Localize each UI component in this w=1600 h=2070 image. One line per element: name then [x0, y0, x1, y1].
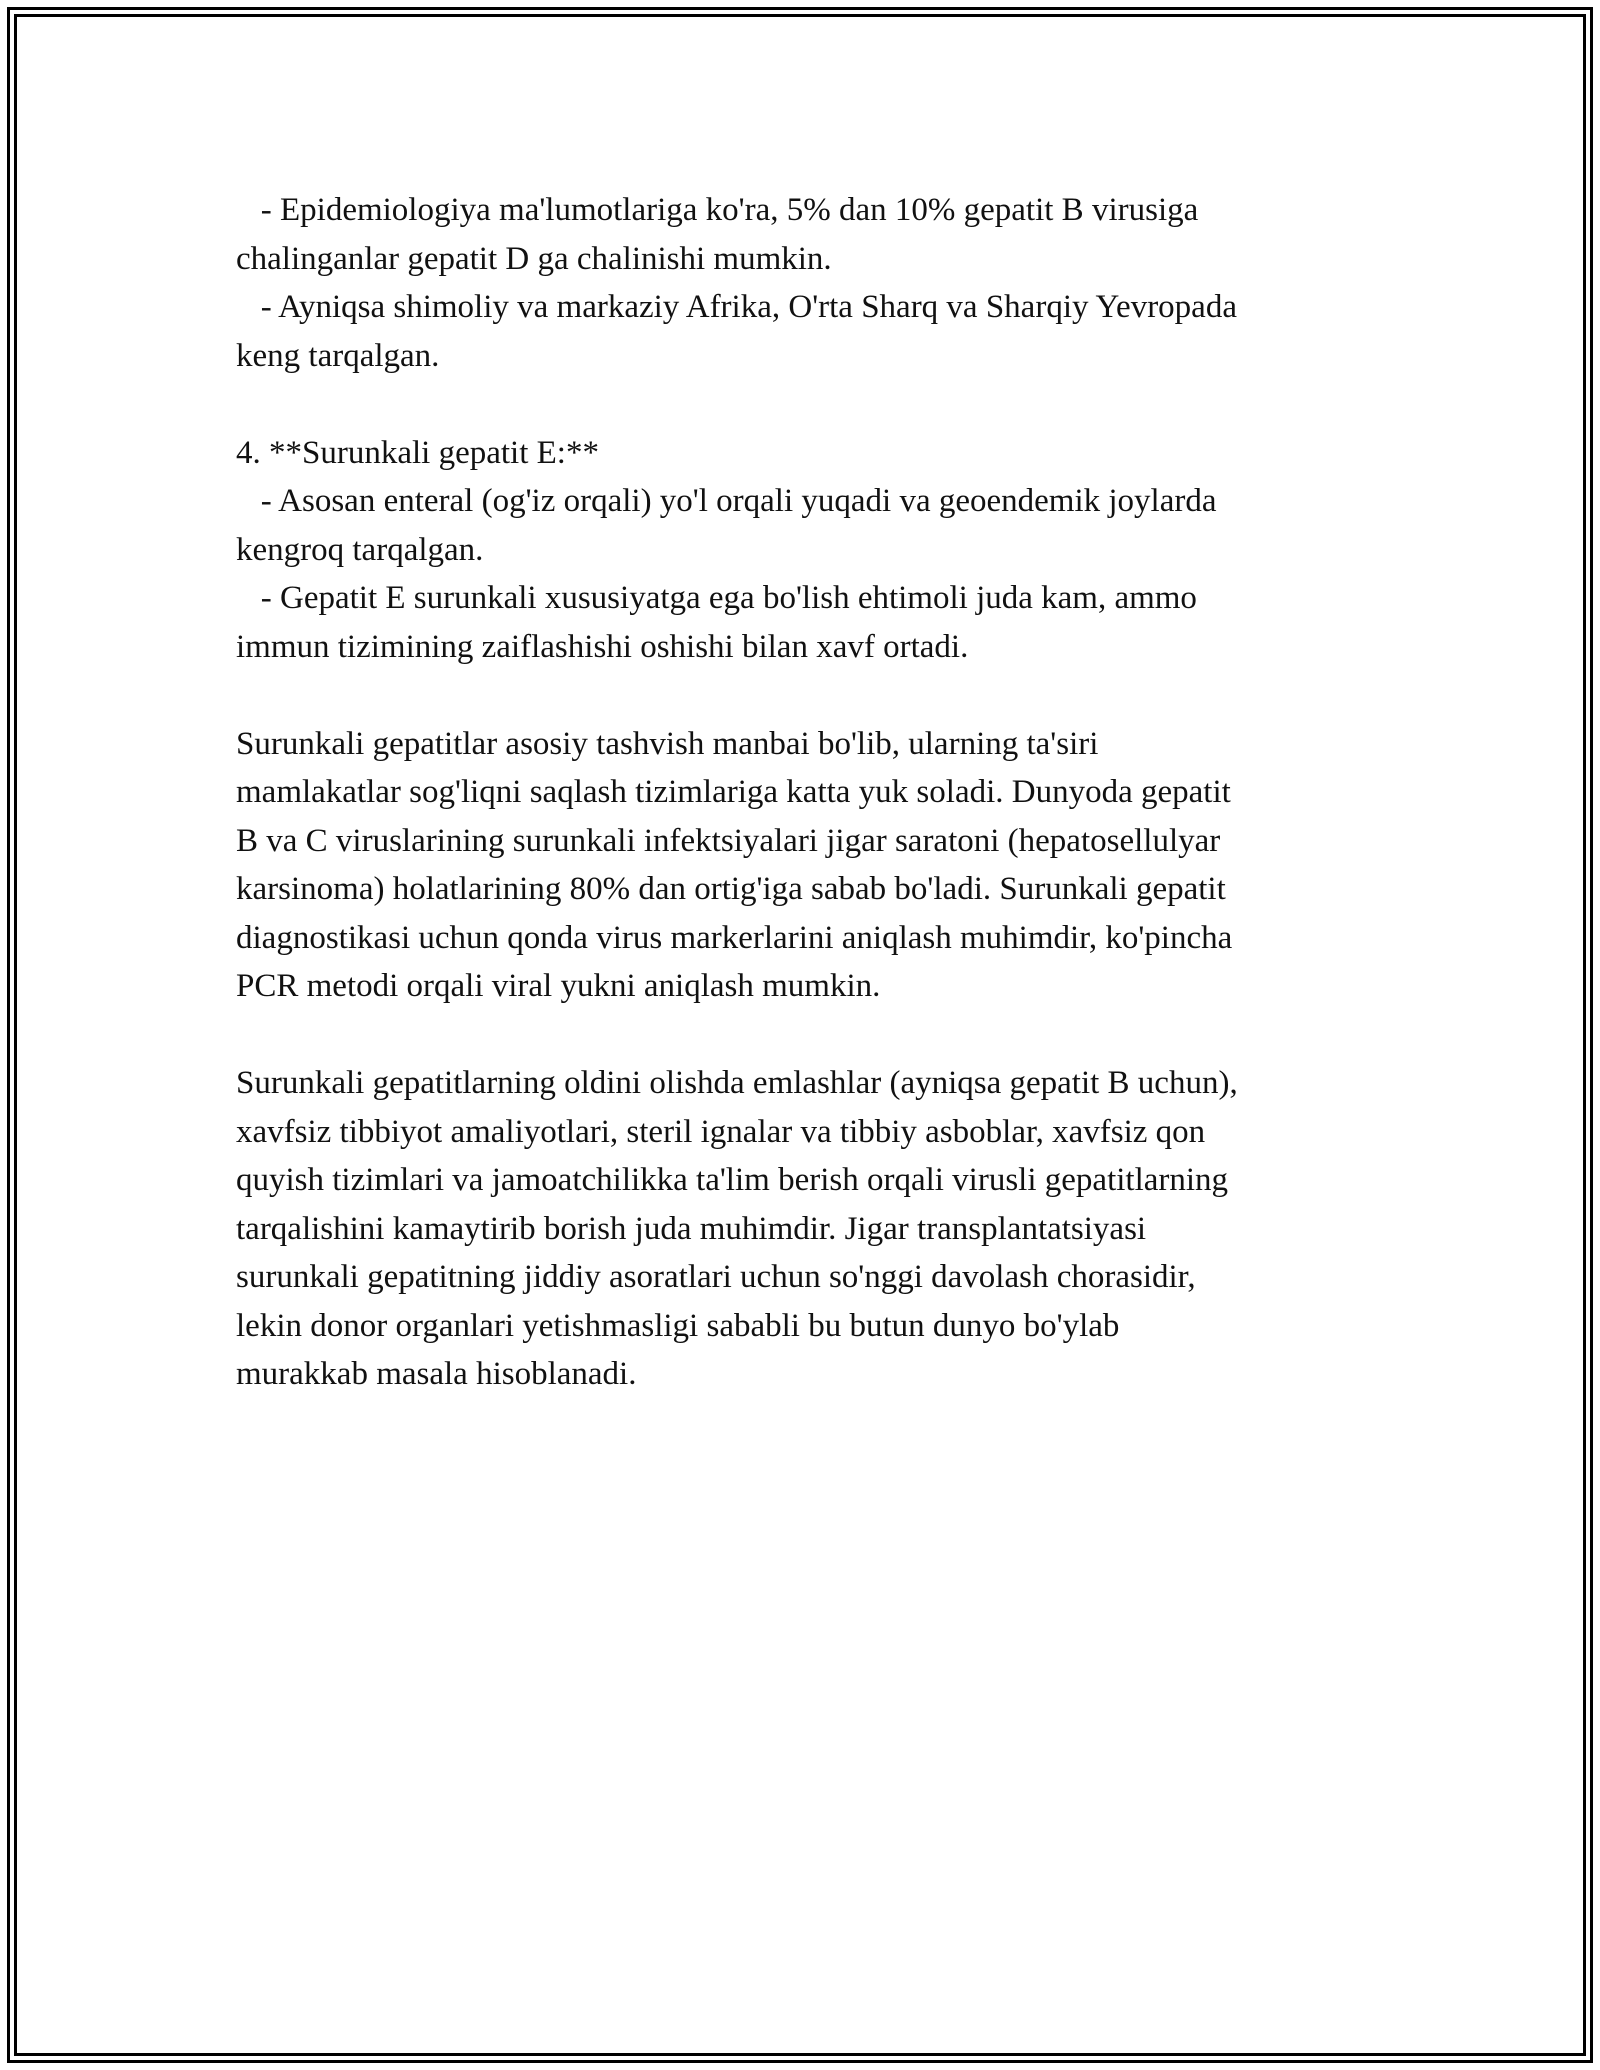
paragraph-line: murakkab masala hisoblanadi. — [236, 1356, 637, 1392]
paragraph-line: xavfsiz tibbiyot amaliyotlari, steril ignalar va tibbiy asboblar, xavfsiz qon — [236, 1113, 1206, 1150]
paragraph-gap — [236, 671, 1366, 720]
paragraph-line: Surunkali gepatitlarning oldini olishda emlashlar (ayniqsa gepatit B uchun), — [236, 1065, 1238, 1101]
bullet-line: chalinganlar gepatit D ga chalinishi mumkin. — [236, 240, 832, 277]
bullet-line: kengroq tarqalgan. — [236, 531, 484, 568]
paragraph-line: B va C viruslarining surunkali infektsiyalari jigar saratoni (hepatosellulyar — [236, 822, 1221, 859]
paragraph-prevention — [236, 1059, 1366, 1399]
section-hepatitis-d-bullets — [236, 186, 1366, 380]
bullet-line: - Epidemiologiya ma'lumotlariga ko'ra, 5% dan 10% gepatit B virusiga — [236, 192, 1199, 228]
section-hepatitis-e — [236, 429, 1366, 672]
paragraph-line: Surunkali gepatitlar asosiy tashvish manbai bo'lib, ularning ta'siri — [236, 725, 1099, 762]
paragraph-gap — [236, 1011, 1366, 1060]
section-heading: 4. **Surunkali gepatit E:** — [236, 434, 599, 471]
bullet-line: - Gepatit E surunkali xususiyatga ega bo'lish ehtimoli juda kam, ammo — [236, 580, 1197, 616]
paragraph-line: quyish tizimlari va jamoatchilikka ta'lim berish orqali virusli gepatitlarning — [236, 1162, 1229, 1198]
document-body — [236, 186, 1366, 1399]
paragraph-burden-and-diagnosis — [236, 720, 1366, 1011]
paragraph-gap — [236, 380, 1366, 429]
paragraph-line: PCR metodi orqali viral yukni aniqlash mumkin. — [236, 968, 881, 1004]
paragraph-line: mamlakatlar sog'liqni saqlash tizimlariga katta yuk soladi. Dunyoda gepatit — [236, 774, 1231, 810]
paragraph-line: karsinoma) holatlarining 80% dan ortig'iga sabab bo'ladi. Surunkali gepatit — [236, 871, 1226, 907]
bullet-line: keng tarqalgan. — [236, 337, 440, 374]
paragraph-line: lekin donor organlari yetishmasligi sababli bu butun dunyo bo'ylab — [236, 1307, 1120, 1344]
paragraph-line: surunkali gepatitning jiddiy asoratlari uchun so'nggi davolash chorasidir, — [236, 1259, 1196, 1295]
bullet-line: - Ayniqsa shimoliy va markaziy Afrika, O'rta Sharq va Sharqiy Yevropada — [236, 289, 1237, 325]
paragraph-line: tarqalishini kamaytirib borish juda muhimdir. Jigar transplantatsiyasi — [236, 1210, 1147, 1247]
bullet-line: immun tizimining zaiflashishi oshishi bilan xavf ortadi. — [236, 628, 969, 665]
paragraph-line: diagnostikasi uchun qonda virus markerlarini aniqlash muhimdir, ko'pincha — [236, 919, 1233, 956]
bullet-line: - Asosan enteral (og'iz orqali) yo'l orqali yuqadi va geoendemik joylarda — [236, 483, 1217, 519]
